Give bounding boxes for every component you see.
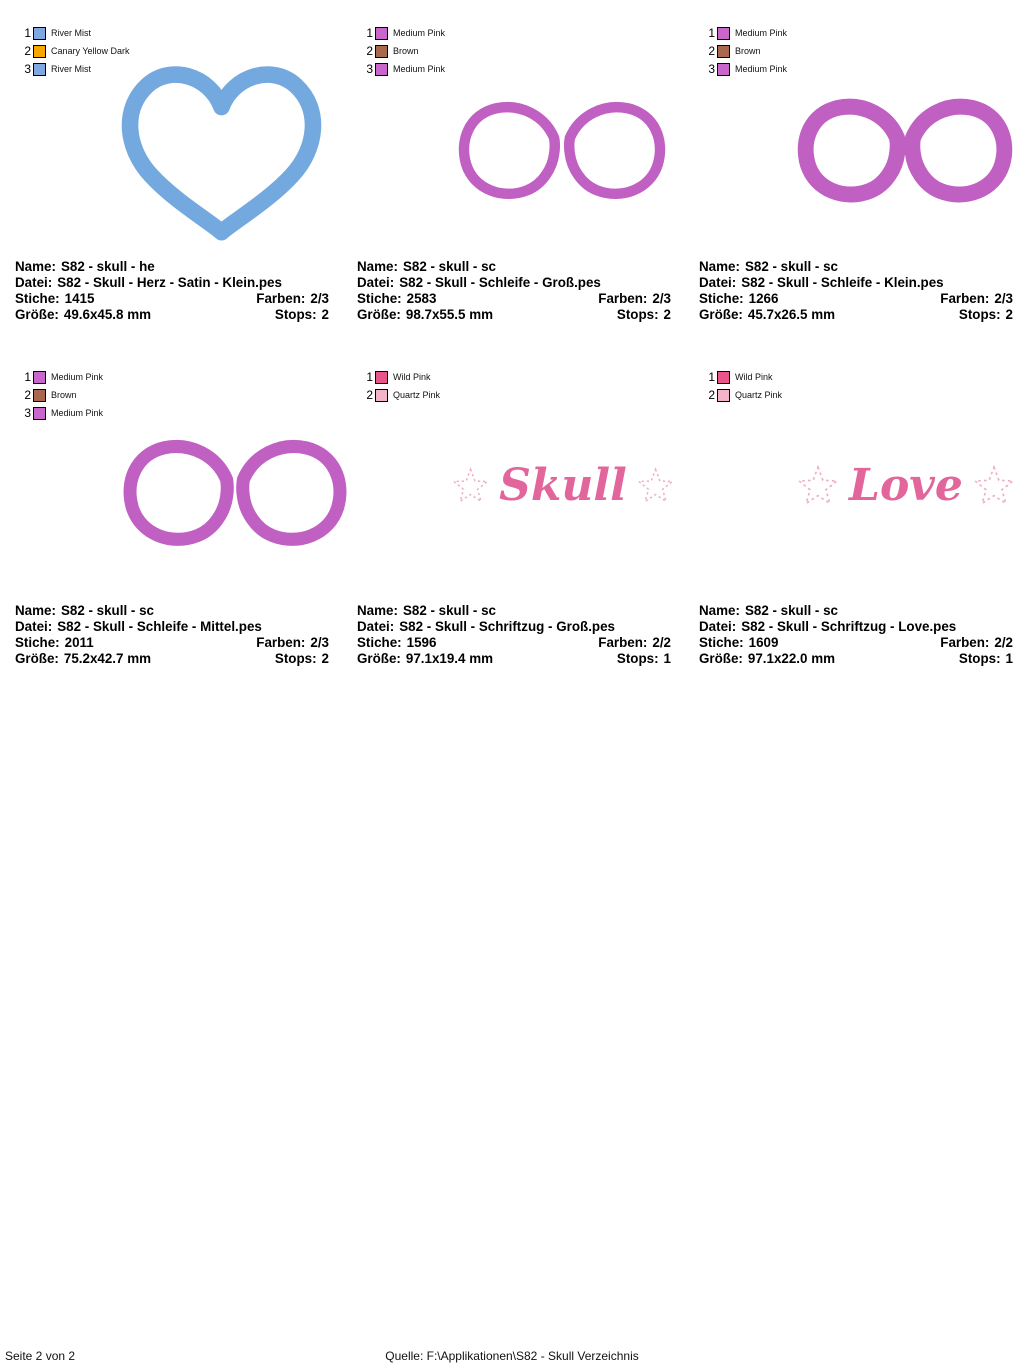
thread-color-legend <box>363 368 440 404</box>
design-info <box>357 259 671 323</box>
color-swatch <box>375 45 388 58</box>
color-swatch <box>33 389 46 402</box>
info-size-row: Größe: 49.6x45.8 mm Stops: 2 <box>15 307 329 322</box>
color-swatch <box>717 63 730 76</box>
legend-item <box>705 368 782 386</box>
legend-label: Medium Pink <box>735 28 788 38</box>
legend-number: 2 <box>708 44 715 58</box>
thread-color-legend <box>363 24 445 78</box>
info-size-row: Größe: 97.1x22.0 mm Stops: 1 <box>699 651 1013 666</box>
info-file-row: Datei: S82 - Skull - Schriftzug - Groß.pes <box>357 619 615 634</box>
legend-item <box>21 404 103 422</box>
lettering-word: Love <box>849 460 963 511</box>
design-name: S82 - skull - sc <box>402 603 496 618</box>
info-size-row: Größe: 98.7x55.5 mm Stops: 2 <box>357 307 671 322</box>
lettering-image <box>452 454 674 518</box>
legend-number: 3 <box>708 62 715 76</box>
info-stitches-row: Stiche: 1609 Farben: 2/2 <box>699 635 1013 650</box>
legend-number: 1 <box>24 26 31 40</box>
design-size: 97.1x22.0 mm <box>747 651 836 666</box>
design-file: S82 - Skull - Schriftzug - Groß.pes <box>399 619 615 634</box>
legend-number: 1 <box>366 26 373 40</box>
legend-number: 3 <box>366 62 373 76</box>
legend-item <box>705 24 787 42</box>
legend-label: River Mist <box>51 64 91 74</box>
info-name-row: Name: S82 - skull - sc <box>357 259 496 274</box>
design-card-lettering-skull <box>357 362 671 692</box>
legend-item <box>363 386 440 404</box>
legend-label: Medium Pink <box>393 64 446 74</box>
legend-item <box>363 368 440 386</box>
color-swatch <box>33 63 46 76</box>
info-file-row: Datei: S82 - Skull - Schleife - Mittel.pes <box>15 619 262 634</box>
info-file-row: Datei: S82 - Skull - Schleife - Groß.pes <box>357 275 601 290</box>
color-swatch <box>717 371 730 384</box>
legend-label: Brown <box>735 46 761 56</box>
legend-label: Quartz Pink <box>735 390 783 400</box>
legend-item <box>21 368 103 386</box>
design-card-bow-medium <box>15 362 329 692</box>
stitch-count: 1266 <box>748 291 779 306</box>
legend-number: 1 <box>708 26 715 40</box>
legend-label: Medium Pink <box>393 28 446 38</box>
color-count: 2/2 <box>994 635 1013 650</box>
color-count: 2/3 <box>310 291 329 306</box>
legend-number: 1 <box>24 370 31 384</box>
design-info <box>699 259 1013 323</box>
heart-applique-image <box>114 54 329 250</box>
stop-count: 2 <box>321 651 329 666</box>
info-size-row: Größe: 45.7x26.5 mm Stops: 2 <box>699 307 1013 322</box>
design-size: 45.7x26.5 mm <box>747 307 836 322</box>
info-stitches-row: Stiche: 1596 Farben: 2/2 <box>357 635 671 650</box>
legend-label: Quartz Pink <box>393 390 441 400</box>
stitch-count: 1609 <box>748 635 779 650</box>
design-card-heart <box>15 18 329 348</box>
stitch-count: 2583 <box>406 291 437 306</box>
info-name-row: Name: S82 - skull - he <box>15 259 155 274</box>
legend-item <box>21 24 130 42</box>
info-file-row: Datei: S82 - Skull - Herz - Satin - Klein.pes <box>15 275 282 290</box>
design-size: 97.1x19.4 mm <box>405 651 494 666</box>
design-name: S82 - skull - sc <box>402 259 496 274</box>
legend-item <box>21 386 103 404</box>
legend-number: 2 <box>24 44 31 58</box>
design-info <box>15 603 329 667</box>
legend-number: 2 <box>366 44 373 58</box>
legend-number: 1 <box>708 370 715 384</box>
design-file: S82 - Skull - Herz - Satin - Klein.pes <box>57 275 282 290</box>
legend-label: Medium Pink <box>51 372 104 382</box>
bow-applique-image <box>453 84 671 206</box>
lettering-word: Skull <box>499 460 627 511</box>
color-count: 2/3 <box>652 291 671 306</box>
design-file: S82 - Skull - Schriftzug - Love.pes <box>741 619 957 634</box>
design-size: 49.6x45.8 mm <box>63 307 152 322</box>
thread-color-legend <box>705 368 782 404</box>
color-swatch <box>33 27 46 40</box>
bow-outline-icon <box>453 84 671 206</box>
star-outline-icon <box>452 465 489 507</box>
design-card-lettering-love <box>699 362 1013 692</box>
legend-item <box>705 386 782 404</box>
legend-label: Brown <box>51 390 77 400</box>
design-name: S82 - skull - sc <box>744 259 838 274</box>
legend-label: Wild Pink <box>393 372 431 382</box>
bow-applique-image <box>123 420 347 554</box>
color-count: 2/2 <box>652 635 671 650</box>
design-info <box>699 603 1013 667</box>
design-file: S82 - Skull - Schleife - Klein.pes <box>741 275 944 290</box>
info-name-row: Name: S82 - skull - sc <box>699 603 838 618</box>
info-size-row: Größe: 97.1x19.4 mm Stops: 1 <box>357 651 671 666</box>
design-file: S82 - Skull - Schleife - Mittel.pes <box>57 619 262 634</box>
legend-label: Medium Pink <box>51 408 104 418</box>
lettering-image <box>797 454 1017 518</box>
color-swatch <box>33 407 46 420</box>
color-swatch <box>375 371 388 384</box>
design-file: S82 - Skull - Schleife - Groß.pes <box>399 275 601 290</box>
color-swatch <box>717 27 730 40</box>
heart-outline-icon <box>114 54 329 250</box>
info-name-row: Name: S82 - skull - sc <box>15 603 154 618</box>
legend-label: Canary Yellow Dark <box>51 46 130 56</box>
color-swatch <box>375 389 388 402</box>
legend-label: Wild Pink <box>735 372 773 382</box>
info-name-row: Name: S82 - skull - sc <box>357 603 496 618</box>
design-info <box>15 259 329 323</box>
design-size: 98.7x55.5 mm <box>405 307 494 322</box>
info-stitches-row: Stiche: 1415 Farben: 2/3 <box>15 291 329 306</box>
design-card-bow-small <box>699 18 1013 348</box>
info-stitches-row: Stiche: 1266 Farben: 2/3 <box>699 291 1013 306</box>
star-outline-icon <box>797 465 839 507</box>
legend-number: 2 <box>24 388 31 402</box>
design-name: S82 - skull - he <box>60 259 155 274</box>
design-info <box>357 603 671 667</box>
legend-item <box>705 60 787 78</box>
color-swatch <box>375 27 388 40</box>
design-size: 75.2x42.7 mm <box>63 651 152 666</box>
info-stitches-row: Stiche: 2011 Farben: 2/3 <box>15 635 329 650</box>
color-swatch <box>717 389 730 402</box>
info-file-row: Datei: S82 - Skull - Schleife - Klein.pes <box>699 275 944 290</box>
legend-number: 2 <box>708 388 715 402</box>
legend-label: Brown <box>393 46 419 56</box>
design-name: S82 - skull - sc <box>744 603 838 618</box>
bow-outline-icon <box>799 80 1011 210</box>
stop-count: 2 <box>663 307 671 322</box>
color-count: 2/3 <box>310 635 329 650</box>
info-name-row: Name: S82 - skull - sc <box>699 259 838 274</box>
legend-number: 3 <box>24 62 31 76</box>
stitch-count: 1596 <box>406 635 437 650</box>
legend-number: 1 <box>366 370 373 384</box>
bow-applique-image <box>799 80 1011 210</box>
color-swatch <box>33 45 46 58</box>
stop-count: 2 <box>1005 307 1013 322</box>
info-file-row: Datei: S82 - Skull - Schriftzug - Love.pes <box>699 619 957 634</box>
design-card-bow-large <box>357 18 671 348</box>
thread-color-legend <box>21 368 103 422</box>
page-number: Seite 2 von 2 <box>5 1349 76 1363</box>
source-path: Quelle: F:\Applikationen\S82 - Skull Verzeichnis <box>385 1349 639 1363</box>
color-swatch <box>375 63 388 76</box>
legend-number: 3 <box>24 406 31 420</box>
stitch-count: 2011 <box>64 635 94 650</box>
legend-item <box>363 60 445 78</box>
stop-count: 1 <box>1005 651 1013 666</box>
color-swatch <box>33 371 46 384</box>
stitch-count: 1415 <box>64 291 95 306</box>
stop-count: 2 <box>321 307 329 322</box>
info-stitches-row: Stiche: 2583 Farben: 2/3 <box>357 291 671 306</box>
thread-color-legend <box>705 24 787 78</box>
legend-item <box>705 42 787 60</box>
design-name: S82 - skull - sc <box>60 603 154 618</box>
legend-label: River Mist <box>51 28 91 38</box>
color-count: 2/3 <box>994 291 1013 306</box>
stop-count: 1 <box>663 651 671 666</box>
legend-item <box>363 24 445 42</box>
legend-item <box>363 42 445 60</box>
color-swatch <box>717 45 730 58</box>
info-size-row: Größe: 75.2x42.7 mm Stops: 2 <box>15 651 329 666</box>
legend-label: Medium Pink <box>735 64 788 74</box>
star-outline-icon <box>637 465 674 507</box>
star-outline-icon <box>973 465 1015 507</box>
bow-outline-icon <box>123 420 347 554</box>
legend-number: 2 <box>366 388 373 402</box>
